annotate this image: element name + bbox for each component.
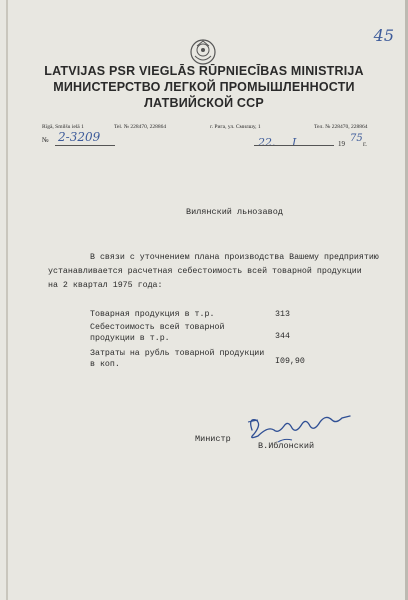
item-label: Себестоимость всей товарной: [90, 323, 225, 332]
addressee: Вилянский льнозавод: [186, 207, 283, 217]
item-label: Затраты на рубль товарной продукции: [90, 349, 265, 358]
address-latvian: Rīgā, Smilšu ielā 1: [42, 124, 84, 130]
phone-latvian: Tel. № 228470, 228864: [114, 124, 167, 130]
signatory-name: В.Иблонский: [258, 441, 315, 451]
date-year-suffix: г.: [363, 140, 367, 148]
date-month: I: [292, 136, 297, 149]
date-year-prefix: 19: [338, 140, 345, 148]
item-value: I09,90: [275, 357, 305, 366]
registration-number-label: №: [42, 136, 49, 144]
letterhead-line-republic: ЛАТВИЙСКОЙ ССР: [144, 96, 264, 110]
state-emblem-icon: [189, 38, 217, 66]
letterhead-line-latvian: LATVIJAS PSR VIEGLĀS RŪPNIECĪBAS MINISTRIJA: [44, 64, 364, 78]
item-label: в коп.: [90, 360, 120, 369]
registration-number: 2-3209: [58, 130, 101, 144]
letterhead-line-russian: МИНИСТЕРСТВО ЛЕГКОЙ ПРОМЫШЛЕННОСТИ: [53, 80, 355, 94]
item-value: 344: [275, 332, 290, 341]
handwritten-signature: [218, 400, 368, 460]
phone-russian: Тел. № 228470, 228864: [314, 124, 368, 130]
address-russian: г. Рига, ул. Смилшу, 1: [210, 124, 261, 130]
body-line: устанавливается расчетная себестоимость всей товарной продукции: [48, 267, 362, 276]
item-value: 313: [275, 310, 290, 319]
date-day: 22.: [258, 136, 276, 149]
page-number: 45: [373, 26, 394, 45]
body-line: В связи с уточнением плана производства Вашему предприятию: [90, 253, 379, 262]
date-year: 75: [350, 133, 363, 144]
registration-underline: [55, 145, 115, 146]
item-label: Товарная продукция в т.р.: [90, 310, 215, 319]
date-underline: [254, 145, 334, 146]
signatory-title: Министр: [195, 434, 231, 444]
item-label: продукции в т.р.: [90, 334, 170, 343]
body-line: на 2 квартал 1975 года:: [48, 281, 163, 290]
